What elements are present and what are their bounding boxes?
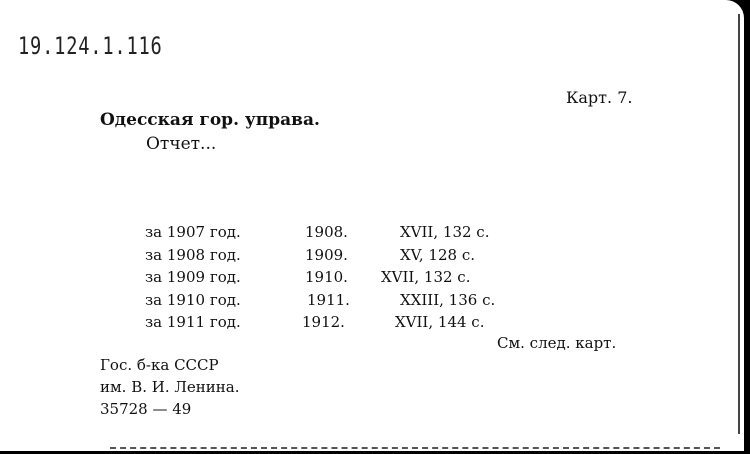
entry-year: за 1909 год. [145,268,241,286]
entry-volume: XVII, 144 с. [395,313,485,331]
entry-volume: XVII, 132 с. [381,268,471,286]
entry-pub-year: 1909. [305,246,348,264]
right-edge-line [738,14,740,434]
entry-year: за 1911 год. [145,313,241,331]
entry-year: за 1907 год. [145,223,241,241]
entry-volume: XXIII, 136 с. [400,291,496,309]
entry-volume: XV, 128 с. [400,246,475,264]
see-next-card: См. след. карт. [497,334,617,352]
card-number: Карт. 7. [566,88,633,107]
entry-pub-year: 1910. [305,268,348,286]
library-dedication: им. В. И. Ленина. [100,378,240,396]
subheading: Отчет... [146,134,217,154]
call-number: 19.124.1.116 [18,32,163,60]
entry-year: за 1910 год. [145,291,241,309]
entry-pub-year: 1912. [302,313,345,331]
entry-volume: XVII, 132 с. [400,223,490,241]
library-code: 35728 — 49 [100,400,192,418]
heading: Одесская гор. управа. [100,110,320,130]
library-name: Гос. б-ка СССР [100,356,219,374]
entry-pub-year: 1911. [307,291,350,309]
bottom-edge-line [110,447,720,449]
entry-year: за 1908 год. [145,246,241,264]
entry-pub-year: 1908. [305,223,348,241]
